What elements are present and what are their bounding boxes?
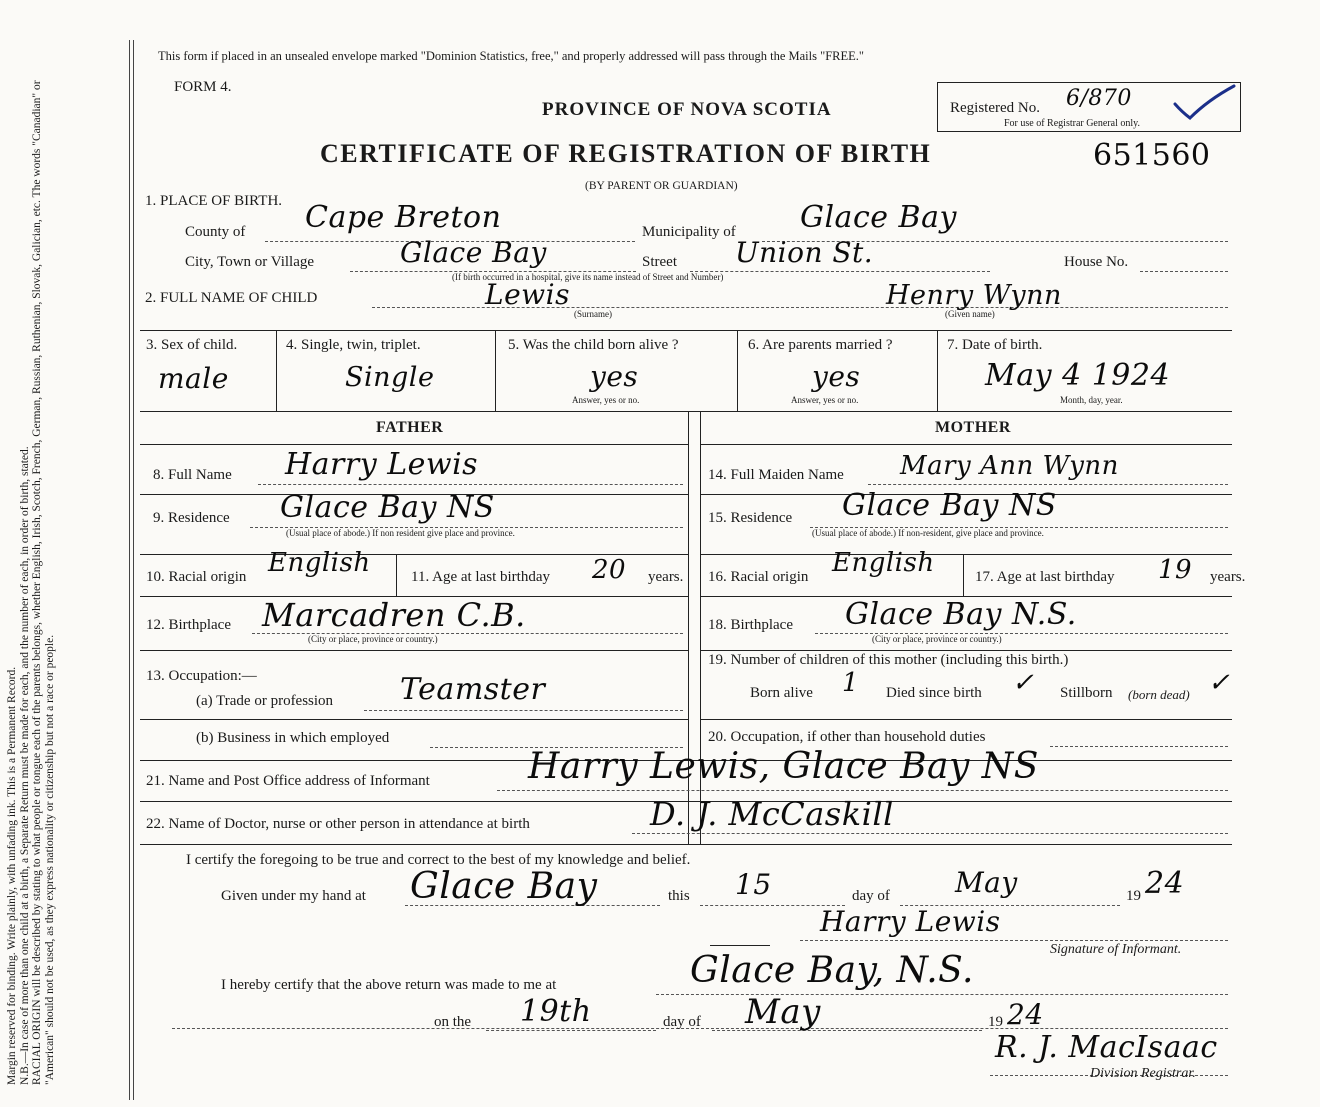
born-alive-count-label: Born alive	[750, 685, 813, 701]
occupation-label: 13. Occupation:—	[146, 668, 257, 684]
given-under-label: Given under my hand at	[221, 888, 366, 904]
house-no-label: House No.	[1064, 254, 1129, 270]
father-years-label: years.	[648, 569, 684, 585]
registrar-day: 19th	[520, 994, 592, 1029]
mother-heading: MOTHER	[935, 419, 1011, 436]
on-the-label: on the	[434, 1014, 472, 1030]
father-age: 20	[592, 555, 627, 585]
margin-racial-note: RACIAL ORIGIN will be described by stating to what people or tongue each of the parents belongs, whether English, Irish, Scotch, French, German, Russian, Ruthenian, Slovak, Galician, etc. The words "Canadian" or "American" should not be used, as they express nationality or citizenship but not a race or people.	[31, 80, 56, 1085]
father-trade: Teamster	[400, 672, 546, 707]
given-day-of-label: day of	[852, 888, 890, 904]
margin-binding-note: Margin reserved for binding. Write plainly, with unfading ink. This is a Permanent Record.	[6, 666, 18, 1085]
registrar-day-of-label: day of	[663, 1014, 701, 1030]
registrar-statement: I hereby certify that the above return was made to me at	[221, 977, 557, 993]
father-heading: FATHER	[376, 419, 444, 436]
informant-label: 21. Name and Post Office address of Informant	[146, 773, 430, 789]
born-alive-label: 5. Was the child born alive ?	[508, 337, 679, 353]
registrar-note: For use of Registrar General only.	[1004, 118, 1140, 129]
surname-caption: (Surname)	[574, 309, 612, 319]
street-value: Union St.	[735, 236, 874, 269]
mother-name-label: 14. Full Maiden Name	[708, 467, 844, 483]
dob-caption: Month, day, year.	[1060, 395, 1123, 405]
born-alive-count: 1	[842, 668, 860, 698]
hospital-note: (If birth occurred in a hospital, give its name instead of Street and Number)	[452, 272, 724, 282]
registrar-place: Glace Bay, N.S.	[690, 950, 974, 991]
given-caption: (Given name)	[945, 309, 995, 319]
stillborn-label: Stillborn	[1060, 685, 1113, 701]
sex-label: 3. Sex of child.	[146, 337, 238, 353]
given-month: May	[955, 866, 1018, 899]
stamp-number: 651560	[1093, 138, 1211, 173]
given-year-suffix: 24	[1145, 866, 1185, 901]
city-label: City, Town or Village	[185, 254, 315, 270]
father-origin-label: 10. Racial origin	[146, 569, 247, 585]
mother-origin: English	[832, 548, 935, 578]
mother-origin-label: 16. Racial origin	[708, 569, 809, 585]
trade-label: (a) Trade or profession	[196, 693, 334, 709]
registrar-month: May	[745, 992, 821, 1032]
mother-name: Mary Ann Wynn	[900, 451, 1119, 481]
doctor-value: D. J. McCaskill	[650, 795, 894, 833]
mother-age: 19	[1158, 555, 1193, 585]
mother-birthplace-label: 18. Birthplace	[708, 617, 793, 633]
municipality-value: Glace Bay	[800, 200, 957, 235]
father-residence-caption: (Usual place of abode.) If non resident give place and province.	[286, 528, 515, 538]
municipality-label: Municipality of	[642, 224, 736, 240]
mother-occupation-label: 20. Occupation, if other than household duties	[708, 729, 986, 745]
stillborn-note: (born dead)	[1128, 687, 1190, 702]
margin-rule	[129, 40, 130, 1100]
division-registrar-caption: Division Registrar.	[1090, 1066, 1196, 1081]
margin-nb-note: N.B.—In case of more than one child at a birth, a Separate Return must be made for each, and the number of each, in order of birth, stated.	[18, 446, 31, 1085]
certify-statement: I certify the foregoing to be true and correct to the best of my knowledge and belief.	[186, 852, 691, 868]
died-label: Died since birth	[886, 685, 982, 701]
province-heading: PROVINCE OF NOVA SCOTIA	[542, 99, 832, 120]
certificate-title: CERTIFICATE OF REGISTRATION OF BIRTH	[320, 139, 932, 168]
father-residence: Glace Bay NS	[280, 490, 495, 525]
child-surname: Lewis	[485, 278, 570, 311]
father-birthplace: Marcadren C.B.	[262, 596, 526, 634]
father-birthplace-caption: (City or place, province or country.)	[308, 634, 438, 644]
county-label: County of	[185, 224, 246, 240]
father-residence-label: 9. Residence	[153, 510, 230, 526]
margin-rule-inner	[133, 40, 134, 1100]
mother-age-label: 17. Age at last birthday	[975, 569, 1115, 585]
mother-residence-caption: (Usual place of abode.) If non-resident, give place and province.	[812, 528, 1044, 538]
given-place: Glace Bay	[410, 866, 598, 907]
father-birthplace-label: 12. Birthplace	[146, 617, 231, 633]
born-alive-value: yes	[590, 360, 639, 393]
checkmark-icon	[1170, 82, 1240, 122]
given-day: 15	[735, 868, 772, 901]
married-answer-caption: Answer, yes or no.	[791, 395, 859, 405]
father-origin: English	[268, 548, 371, 578]
margin-notes	[6, 25, 56, 1085]
child-name-label: 2. FULL NAME OF CHILD	[145, 290, 318, 306]
plurality-label: 4. Single, twin, triplet.	[286, 337, 421, 353]
died-mark: ✓	[1012, 668, 1035, 698]
certificate-subtitle: (BY PARENT OR GUARDIAN)	[585, 180, 738, 192]
doctor-label: 22. Name of Doctor, nurse or other person in attendance at birth	[146, 816, 530, 832]
form-number: FORM 4.	[174, 79, 232, 95]
street-label: Street	[642, 254, 677, 270]
child-given-name: Henry Wynn	[886, 280, 1062, 311]
city-value: Glace Bay	[400, 236, 547, 269]
registered-label: Registered No.	[950, 100, 1040, 116]
informant-signature-caption: Signature of Informant.	[1050, 942, 1182, 957]
registered-number: 6/870	[1066, 86, 1132, 111]
father-age-label: 11. Age at last birthday	[411, 569, 550, 585]
stillborn-mark: ✓	[1208, 668, 1231, 698]
place-of-birth-label: 1. PLACE OF BIRTH.	[145, 193, 283, 209]
informant-value: Harry Lewis, Glace Bay NS	[528, 746, 1039, 787]
plurality-value: Single	[345, 362, 435, 393]
parents-married-label: 6. Are parents married ?	[748, 337, 893, 353]
given-year-prefix: 19	[1126, 888, 1141, 904]
registrar-year-prefix: 19	[988, 1014, 1003, 1030]
mother-years-label: years.	[1210, 569, 1246, 585]
this-label: this	[668, 888, 690, 904]
business-label: (b) Business in which employed	[196, 730, 390, 746]
registrar-signature: R. J. MacIsaac	[995, 1030, 1218, 1065]
father-name-label: 8. Full Name	[153, 467, 232, 483]
mother-residence: Glace Bay NS	[842, 488, 1057, 523]
mother-birthplace-caption: (City or place, province or country.)	[872, 634, 1002, 644]
county-value: Cape Breton	[305, 200, 502, 235]
alive-answer-caption: Answer, yes or no.	[572, 395, 640, 405]
mother-residence-label: 15. Residence	[708, 510, 793, 526]
mail-notice: This form if placed in an unsealed envelope marked "Dominion Statistics, free," and properly addressed will pass through the Mails "FREE."	[158, 49, 865, 63]
parents-married-value: yes	[812, 360, 861, 393]
dob-value: May 4 1924	[985, 358, 1171, 393]
children-count-label: 19. Number of children of this mother (including this birth.)	[708, 652, 1069, 668]
mother-birthplace: Glace Bay N.S.	[845, 597, 1077, 632]
dob-label: 7. Date of birth.	[947, 337, 1043, 353]
sex-value: male	[158, 362, 229, 395]
father-name: Harry Lewis	[285, 447, 479, 482]
registrar-year-suffix: 24	[1007, 998, 1044, 1031]
informant-signature: Harry Lewis	[820, 905, 1001, 938]
